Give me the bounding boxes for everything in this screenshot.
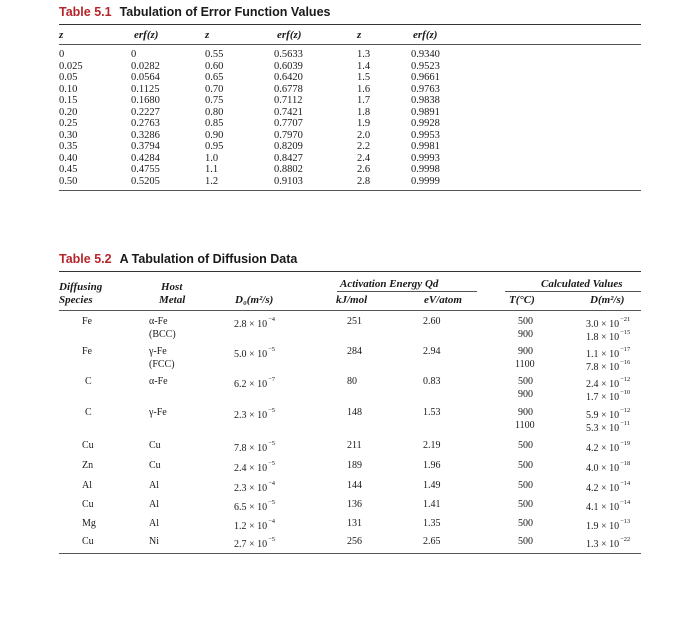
table2-ev-cell: 1.35 (423, 518, 441, 529)
table1-cell: 0.7112 (274, 95, 303, 107)
table2-d-cell-exponent: −22 (620, 536, 631, 543)
table1-cell: 0.2763 (131, 118, 160, 130)
table2-d-cell-mantissa: 4.2 × 10 (586, 443, 620, 454)
table2-host-cell: Cu (149, 460, 161, 471)
table1-cell: 0 (131, 49, 137, 60)
table2-host-cell: Al (149, 499, 159, 510)
table2-d0-cell (234, 376, 275, 390)
table1-caption (59, 5, 330, 19)
table2-d0-cell (234, 440, 275, 454)
table1-header-erf2: erf(z) (277, 29, 302, 41)
table2-d-cell (586, 359, 630, 373)
table1-cell: 0.9981 (411, 141, 440, 153)
table1-cell: 0.95 (205, 141, 224, 153)
table2-d0-cell (234, 480, 275, 494)
table2-species-cell: Cu (82, 536, 94, 547)
table2-host-cell: (BCC) (149, 329, 176, 340)
table2-host-cell: α-Fe (149, 376, 168, 387)
table2-ev-cell: 2.65 (423, 536, 441, 547)
table1-cell: 0.4284 (131, 152, 160, 164)
table2-d-cell-mantissa: 4.0 × 10 (586, 463, 620, 474)
table2-d0-cell (234, 518, 275, 532)
table1-cell: 0.25 (59, 118, 78, 130)
table2-d0-cell (234, 536, 275, 550)
table2-header-species: Species (59, 294, 93, 306)
table2-species-cell: Fe (82, 316, 92, 327)
table2-species-cell: Zn (82, 460, 94, 471)
table2-d-cell-exponent: −11 (620, 420, 631, 427)
table1-header-z1: z (59, 29, 64, 41)
table2-kj-cell: 136 (347, 499, 362, 510)
table2-d0-cell (234, 316, 275, 330)
table2-species-cell: Cu (82, 499, 94, 510)
table2-d0-cell-mantissa: 7.8 × 10 (234, 443, 268, 454)
table1-header-rule (59, 44, 641, 45)
table1-cell: 0.1680 (131, 95, 160, 107)
table1-cell: 0.8209 (274, 141, 303, 153)
table2-d0-cell-exponent: −4 (268, 518, 276, 525)
table2-d0-cell-mantissa: 2.8 × 10 (234, 319, 268, 330)
table1-cell: 0.70 (205, 83, 224, 95)
table2-host-cell: α-Fe (149, 316, 168, 327)
table1-cell: 2.8 (357, 176, 371, 188)
table1-col-z1 (59, 49, 83, 188)
table2-host-cell: Ni (149, 536, 159, 547)
table1-cell: 0.9523 (411, 60, 440, 72)
table2-t-cell: 500 (518, 518, 533, 529)
table1-cell: 0.50 (59, 176, 78, 188)
table1-cell: 0.9763 (411, 83, 440, 95)
table2-d-cell-exponent: −21 (620, 316, 631, 323)
table2-kj-cell: 148 (347, 407, 362, 418)
table2-d-cell-exponent: −16 (620, 359, 631, 366)
table2-d-cell (586, 536, 630, 550)
table2-d-cell-exponent: −14 (620, 480, 631, 487)
table2-kj-cell: 284 (347, 346, 362, 357)
table2-d0-cell-exponent: −5 (268, 346, 276, 353)
table2-ev-cell: 1.96 (423, 460, 441, 471)
table2-t-cell: 500 (518, 480, 533, 491)
table2-d0-cell-exponent: −5 (268, 407, 276, 414)
table1-cell: 0.9661 (411, 72, 440, 84)
table1-cell: 1.2 (205, 176, 219, 188)
table2-d-cell-mantissa: 5.9 × 10 (586, 410, 620, 421)
table2-calculated-underline (505, 291, 641, 292)
table2-kj-cell: 144 (347, 480, 362, 491)
table2-d-cell-exponent: −12 (620, 407, 631, 414)
table1-cell: 0 (59, 49, 65, 60)
table2-d-cell-mantissa: 1.8 × 10 (586, 332, 620, 343)
table2-species-cell: C (85, 376, 92, 387)
table2-kj-cell: 189 (347, 460, 362, 471)
table2-ev-cell: 1.41 (423, 499, 441, 510)
table1-cell: 2.0 (357, 129, 371, 141)
table2-number: Table 5.2 (59, 252, 112, 266)
table1-cell: 0.0282 (131, 60, 160, 72)
table1-cell: 0.90 (205, 129, 224, 141)
table1-col-z2 (205, 49, 223, 188)
table1-cell: 1.0 (205, 152, 219, 164)
table2-species-cell: Cu (82, 440, 94, 451)
table1-cell: 2.4 (357, 152, 371, 164)
table2-header-metal: Metal (159, 294, 186, 306)
table1-cell: 0.45 (59, 164, 78, 176)
table2-host-cell: Al (149, 518, 159, 529)
table2-d-cell-mantissa: 1.7 × 10 (586, 392, 620, 403)
table1-cell: 1.4 (357, 60, 371, 72)
table2-d0-cell-mantissa: 6.2 × 10 (234, 379, 268, 390)
table2-species-cell: Fe (82, 346, 92, 357)
table2-d0-cell-mantissa: 2.7 × 10 (234, 539, 268, 550)
table2-bottom-rule (59, 553, 641, 554)
table1-col-erf2 (274, 49, 303, 188)
table2-d-cell (586, 346, 630, 360)
table1-cell: 0.15 (59, 95, 78, 107)
table2-header-d0: D₀(m²/s) (235, 294, 274, 306)
table1-cell: 1.3 (357, 49, 371, 60)
table2-d-cell (586, 407, 630, 421)
table2-d0-cell-mantissa: 2.3 × 10 (234, 410, 268, 421)
table2-d-cell-mantissa: 2.4 × 10 (586, 379, 620, 390)
table2-d-cell-mantissa: 4.2 × 10 (586, 483, 620, 494)
table1-col-erf3 (411, 49, 440, 188)
table1-cell: 0.30 (59, 129, 78, 141)
table2-header-kj: kJ/mol (336, 294, 368, 306)
table1-cell: 0.0564 (131, 72, 160, 84)
table2-d-cell-exponent: −14 (620, 499, 631, 506)
table2-d0-cell-mantissa: 1.2 × 10 (234, 521, 268, 532)
table1-number: Table 5.1 (59, 5, 112, 19)
table2-t-cell: 500 (518, 460, 533, 471)
table1-col-z3 (357, 49, 370, 188)
table2-t-cell: 900 (518, 389, 533, 400)
table2-d-cell (586, 316, 630, 330)
table2-host-cell: Cu (149, 440, 161, 451)
table1-cell: 0.1125 (131, 83, 160, 95)
table2-t-cell: 1100 (515, 420, 535, 431)
table1-header-erf1: erf(z) (134, 29, 159, 41)
table2-header-rule (59, 310, 641, 311)
table1-header-z2: z (205, 29, 210, 41)
table1-cell: 0.7421 (274, 106, 303, 118)
table1-cell: 0.20 (59, 106, 78, 118)
table1-cell: 0.80 (205, 106, 224, 118)
table2-d-cell-mantissa: 1.1 × 10 (586, 349, 620, 360)
table1-cell: 0.5205 (131, 176, 160, 188)
table2-header-calculated-values: Calculated Values (541, 278, 623, 290)
table2-species-cell: Mg (82, 518, 96, 529)
table1-cell: 1.5 (357, 72, 371, 84)
table1-bottom-rule (59, 190, 641, 191)
table2-d0-cell-mantissa: 2.4 × 10 (234, 463, 268, 474)
table1-col-erf1 (131, 49, 160, 188)
table2-d-cell-exponent: −12 (620, 376, 631, 383)
table1-cell: 0.3794 (131, 141, 160, 153)
table1-cell: 0.025 (59, 60, 83, 72)
table2-d-cell (586, 460, 630, 474)
table2-ev-cell: 1.49 (423, 480, 441, 491)
table2-d-cell-exponent: −15 (620, 329, 631, 336)
table2-ev-cell: 2.19 (423, 440, 441, 451)
table2-d-cell-exponent: −19 (620, 440, 631, 447)
table2-d0-cell-exponent: −5 (268, 536, 276, 543)
table2-d0-cell (234, 407, 275, 421)
table2-d-cell (586, 480, 630, 494)
table2-t-cell: 500 (518, 376, 533, 387)
table1-cell: 0.35 (59, 141, 78, 153)
table2-d-cell-mantissa: 7.8 × 10 (586, 362, 620, 373)
table2-species-cell: C (85, 407, 92, 418)
table2-host-cell: γ-Fe (149, 346, 167, 357)
table2-t-cell: 500 (518, 499, 533, 510)
table2-top-rule (59, 271, 641, 272)
table2-d0-cell (234, 460, 275, 474)
table1-cell: 0.7970 (274, 129, 303, 141)
table2-t-cell: 900 (518, 346, 533, 357)
table2-d-cell-mantissa: 5.3 × 10 (586, 423, 620, 434)
table2-d-cell (586, 389, 630, 403)
table2-d-cell-exponent: −18 (620, 460, 631, 467)
table1-cell: 0.9891 (411, 106, 440, 118)
table1-cell: 0.55 (205, 49, 224, 60)
table2-ev-cell: 0.83 (423, 376, 441, 387)
table2-d-cell-exponent: −10 (620, 389, 631, 396)
table2-ev-cell: 2.94 (423, 346, 441, 357)
table2-host-cell: (FCC) (149, 359, 175, 370)
table2-caption (59, 252, 297, 266)
table1-cell: 1.9 (357, 118, 371, 130)
table2-host-cell: γ-Fe (149, 407, 167, 418)
table1-header-z3: z (357, 29, 362, 41)
table1-cell: 0.65 (205, 72, 224, 84)
table2-d-cell (586, 440, 630, 454)
table2-kj-cell: 211 (347, 440, 362, 451)
table2-kj-cell: 131 (347, 518, 362, 529)
table2-d0-cell-exponent: −5 (268, 460, 276, 467)
table1-cell: 0.85 (205, 118, 224, 130)
table2-d0-cell-exponent: −4 (268, 316, 276, 323)
table1-cell: 0.10 (59, 83, 78, 95)
table2-d-cell-exponent: −13 (620, 518, 631, 525)
table2-d0-cell-exponent: −4 (268, 480, 276, 487)
table1-cell: 0.40 (59, 152, 78, 164)
table1-title: Tabulation of Error Function Values (119, 5, 331, 19)
table1-cell: 0.9928 (411, 118, 440, 130)
table1-cell: 0.9953 (411, 129, 440, 141)
table1-cell: 0.3286 (131, 129, 160, 141)
table2-d-cell (586, 499, 630, 513)
table1-cell: 0.4755 (131, 164, 160, 176)
table1-cell: 0.9340 (411, 49, 440, 60)
table2-t-cell: 900 (518, 407, 533, 418)
table2-d-cell-mantissa: 3.0 × 10 (586, 319, 620, 330)
table2-host-cell: Al (149, 480, 159, 491)
table2-kj-cell: 251 (347, 316, 362, 327)
table1-cell: 0.9993 (411, 152, 440, 164)
table2-kj-cell: 256 (347, 536, 362, 547)
table2-t-cell: 500 (518, 316, 533, 327)
table1-header-erf3: erf(z) (413, 29, 438, 41)
table1-cell: 0.2227 (131, 106, 160, 118)
table2-d0-cell (234, 499, 275, 513)
table1-cell: 0.75 (205, 95, 224, 107)
table2-activation-underline (337, 291, 477, 292)
table2-d0-cell-mantissa: 6.5 × 10 (234, 502, 268, 513)
table2-d0-cell-mantissa: 2.3 × 10 (234, 483, 268, 494)
table2-ev-cell: 2.60 (423, 316, 441, 327)
table1-cell: 0.8427 (274, 152, 303, 164)
table2-d-cell (586, 376, 630, 390)
table1-cell: 0.9999 (411, 176, 440, 188)
table1-cell: 1.6 (357, 83, 371, 95)
table2-d0-cell-exponent: −7 (268, 376, 276, 383)
table2-d0-cell-exponent: −5 (268, 440, 276, 447)
table2-title: A Tabulation of Diffusion Data (119, 252, 298, 266)
table2-t-cell: 1100 (515, 359, 535, 370)
table1-cell: 1.1 (205, 164, 219, 176)
table2-ev-cell: 1.53 (423, 407, 441, 418)
table2-t-cell: 500 (518, 536, 533, 547)
table1-cell: 0.9103 (274, 176, 303, 188)
table1-cell: 0.9998 (411, 164, 440, 176)
table1-cell: 0.6039 (274, 60, 303, 72)
table1-cell: 0.6420 (274, 72, 303, 84)
table1-top-rule (59, 24, 641, 25)
table2-d-cell (586, 420, 630, 434)
table2-header-ev: eV/atom (424, 294, 462, 306)
table2-d-cell-exponent: −17 (620, 346, 631, 353)
table1-cell: 0.8802 (274, 164, 303, 176)
table2-kj-cell: 80 (347, 376, 357, 387)
table2-header-t: T(°C) (509, 294, 535, 306)
table1-cell: 1.8 (357, 106, 371, 118)
table2-d-cell-mantissa: 1.9 × 10 (586, 521, 620, 532)
table2-header-d: D(m²/s) (590, 294, 625, 306)
table2-header-diffusing: Diffusing (59, 281, 103, 293)
table1-cell: 0.60 (205, 60, 224, 72)
table2-d0-cell-mantissa: 5.0 × 10 (234, 349, 268, 360)
table2-header-host: Host (161, 281, 183, 293)
table2-header-activation-energy: Activation Energy Qd (340, 278, 439, 290)
table2-d-cell (586, 518, 630, 532)
table2-t-cell: 500 (518, 440, 533, 451)
table2-d0-cell-exponent: −5 (268, 499, 276, 506)
table1-cell: 0.7707 (274, 118, 303, 130)
table2-d-cell (586, 329, 630, 343)
table1-cell: 0.9838 (411, 95, 440, 107)
table2-t-cell: 900 (518, 329, 533, 340)
table2-d-cell-mantissa: 4.1 × 10 (586, 502, 620, 513)
table1-cell: 0.5633 (274, 49, 303, 60)
table2-d-cell-mantissa: 1.3 × 10 (586, 539, 620, 550)
table1-cell: 2.6 (357, 164, 371, 176)
table1-cell: 0.6778 (274, 83, 303, 95)
table1-cell: 0.05 (59, 72, 78, 84)
table2-species-cell: Al (82, 480, 92, 491)
table1-cell: 1.7 (357, 95, 371, 107)
table1-cell: 2.2 (357, 141, 371, 153)
table2-d0-cell (234, 346, 275, 360)
